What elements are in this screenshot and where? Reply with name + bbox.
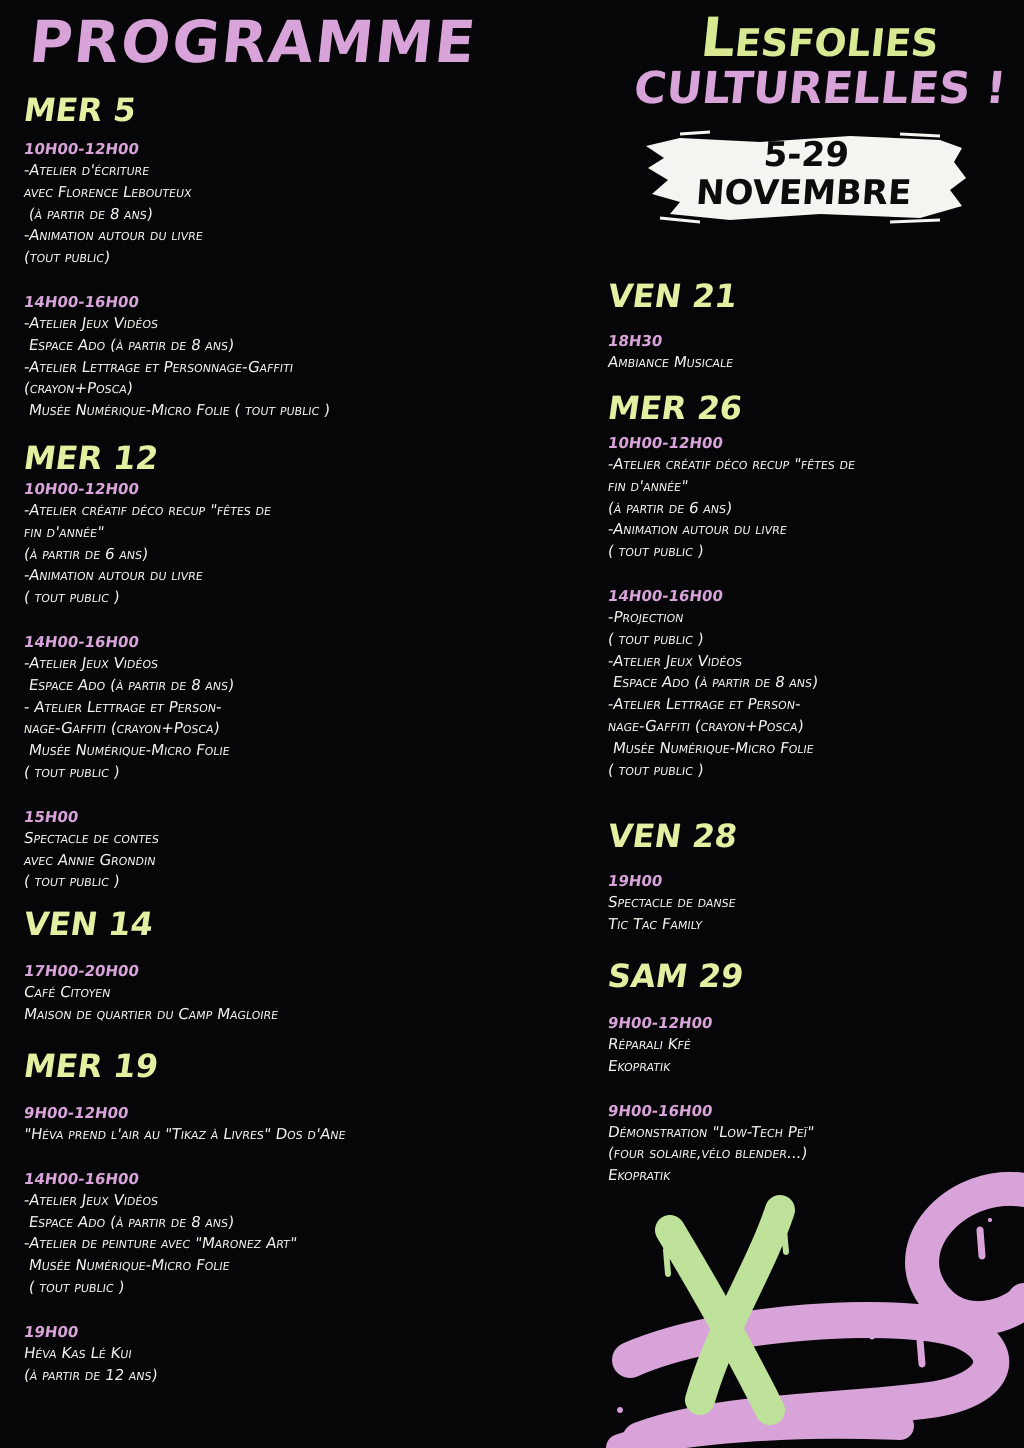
day-heading: MER 5 bbox=[21, 91, 139, 129]
event-line: ( tout public ) bbox=[22, 588, 121, 607]
event-time: 17H00-20H00 bbox=[22, 962, 141, 980]
event-line: -Atelier Jeux Vidéos bbox=[22, 1190, 160, 1209]
event-line: ( tout public ) bbox=[606, 629, 705, 648]
event-line: Réparali Kfé bbox=[606, 1035, 693, 1053]
event-line: Musée Numérique-Micro Folie bbox=[606, 738, 816, 757]
day-block bbox=[21, 90, 332, 422]
day-heading: VEN 21 bbox=[605, 277, 740, 315]
event-line: -Animation autour du livre bbox=[22, 226, 205, 245]
event-time: 9H00-12H00 bbox=[22, 1104, 130, 1122]
event-time: 10H00-12H00 bbox=[606, 434, 725, 452]
event-line: (à partir de 12 ans) bbox=[22, 1365, 159, 1384]
event-time: 9H00-12H00 bbox=[606, 1014, 714, 1032]
day-block bbox=[605, 276, 740, 374]
event-line: -Atelier de peinture avec "Maronez Art" bbox=[22, 1234, 299, 1253]
event-line: Démonstration "Low-Tech Peï" bbox=[606, 1122, 816, 1141]
event-line: Musée Numérique-Micro Folie ( tout public ) bbox=[22, 401, 332, 420]
dates-banner bbox=[640, 128, 970, 228]
event-line: -Atelier créatif déco recup "fêtes de bbox=[22, 501, 273, 519]
event-line: Spectacle de contes bbox=[22, 828, 161, 847]
event-line: Spectacle de danse bbox=[606, 893, 738, 911]
brand-line1: Lesfolies bbox=[697, 6, 943, 69]
event-line: -Atelier Lettrage et Personnage-Gaffiti bbox=[22, 357, 295, 376]
event-line: avec Annie Grondin bbox=[22, 850, 157, 869]
event-line: (tout public) bbox=[22, 248, 112, 267]
event-line: nage-Gaffiti (crayon+Posca) bbox=[22, 719, 221, 738]
brand-title bbox=[620, 6, 1020, 114]
dates-line2: NOVEMBRE bbox=[694, 173, 913, 213]
event-line: nage-Gaffiti (crayon+Posca) bbox=[606, 716, 805, 735]
event-line: ( tout public ) bbox=[606, 760, 705, 779]
event-line: Héva Kas Lé Kui bbox=[22, 1343, 134, 1362]
event-line: Café Citoyen bbox=[22, 983, 112, 1001]
event bbox=[24, 138, 330, 269]
event-line: ( tout public ) bbox=[606, 542, 705, 561]
day-block bbox=[605, 956, 816, 1187]
day-heading: MER 26 bbox=[605, 389, 745, 427]
event-line: (à partir de 8 ans) bbox=[22, 204, 155, 223]
event-line: -Atelier Jeux Vidéos bbox=[22, 313, 160, 332]
day-heading: MER 19 bbox=[21, 1047, 161, 1085]
event-time: 9H00-16H00 bbox=[606, 1101, 714, 1120]
event-line: -Animation autour du livre bbox=[22, 566, 205, 585]
event bbox=[608, 330, 737, 374]
event-line: -Animation autour du livre bbox=[606, 520, 789, 539]
dates-line1: 5-29 bbox=[762, 135, 851, 175]
event bbox=[24, 1102, 346, 1146]
event-time: 14H00-16H00 bbox=[22, 632, 141, 651]
event bbox=[24, 1168, 346, 1299]
event-line: "Héva prend l'air au "Tikaz à Livres" Dos d'Ane bbox=[22, 1125, 347, 1143]
event bbox=[608, 870, 737, 936]
day-heading: VEN 28 bbox=[605, 817, 740, 855]
event-line: Musée Numérique-Micro Folie bbox=[22, 741, 232, 760]
day-heading: SAM 29 bbox=[605, 957, 746, 995]
event-line: Maison de quartier du Camp Magloire bbox=[22, 1004, 280, 1023]
event-line: Musée Numérique-Micro Folie bbox=[22, 1256, 232, 1275]
page-title: PROGRAMME bbox=[26, 8, 481, 76]
event bbox=[24, 291, 330, 422]
event-time: 14H00-16H00 bbox=[22, 292, 141, 311]
event-line: (à partir de 6 ans) bbox=[606, 498, 734, 517]
spray-paint-decoration-icon bbox=[600, 1160, 1024, 1448]
event-line: avec Florence Lebouteux bbox=[22, 182, 194, 201]
event-line: Espace Ado (à partir de 8 ans) bbox=[22, 335, 236, 354]
event bbox=[24, 806, 271, 893]
event-time: 10H00-12H00 bbox=[22, 480, 141, 498]
event-time: 15H00 bbox=[22, 807, 80, 826]
event-time: 14H00-16H00 bbox=[606, 586, 725, 605]
event-line: -Atelier d'écriture bbox=[22, 161, 151, 179]
event-time: 10H00-12H00 bbox=[22, 140, 141, 158]
day-block bbox=[605, 388, 857, 781]
event-line: -Projection bbox=[606, 607, 685, 626]
day-heading: MER 12 bbox=[21, 439, 161, 477]
event bbox=[608, 585, 855, 781]
event-line: ( tout public ) bbox=[22, 872, 121, 891]
event bbox=[608, 432, 855, 563]
event-line: ( tout public ) bbox=[22, 762, 121, 781]
event-line: (four solaire,vélo blender...) bbox=[606, 1144, 809, 1163]
day-block bbox=[21, 438, 273, 893]
event-line: -Atelier créatif déco recup "fêtes de bbox=[606, 455, 857, 473]
dates-text bbox=[637, 136, 972, 212]
event-line: -Atelier Lettrage et Person- bbox=[606, 695, 802, 714]
event-line: (à partir de 6 ans) bbox=[22, 544, 150, 563]
day-block bbox=[21, 904, 280, 1026]
event-line: Ambiance Musicale bbox=[606, 353, 735, 371]
event-time: 19H00 bbox=[606, 872, 664, 890]
event bbox=[24, 960, 278, 1026]
event-line: Tic Tac Family bbox=[606, 914, 704, 933]
day-heading: VEN 14 bbox=[21, 905, 156, 943]
event-time: 18H30 bbox=[606, 332, 664, 350]
event-line: ( tout public ) bbox=[22, 1277, 126, 1296]
event bbox=[24, 1321, 346, 1387]
brand-line2: CULTURELLES ! bbox=[631, 63, 1009, 114]
event-line: -Atelier Jeux Vidéos bbox=[22, 653, 160, 672]
event-line: Ekopratik bbox=[606, 1166, 672, 1185]
event-line: - Atelier Lettrage et Person- bbox=[22, 697, 223, 716]
event-line: (crayon+Posca) bbox=[22, 379, 135, 398]
event-line: Espace Ado (à partir de 8 ans) bbox=[22, 1212, 236, 1231]
event-line: fin d'année" bbox=[606, 476, 690, 495]
event-line: -Atelier Jeux Vidéos bbox=[606, 651, 744, 670]
event bbox=[608, 1012, 814, 1078]
event bbox=[24, 631, 271, 784]
event-time: 14H00-16H00 bbox=[22, 1169, 141, 1188]
day-block bbox=[21, 1046, 347, 1386]
event bbox=[24, 478, 271, 609]
event-line: Ekopratik bbox=[606, 1056, 672, 1075]
event-line: Espace Ado (à partir de 8 ans) bbox=[22, 675, 236, 694]
event-time: 19H00 bbox=[22, 1322, 80, 1341]
event-line: Espace Ado (à partir de 8 ans) bbox=[606, 673, 820, 692]
event-line: fin d'année" bbox=[22, 522, 106, 541]
day-block bbox=[605, 816, 740, 936]
